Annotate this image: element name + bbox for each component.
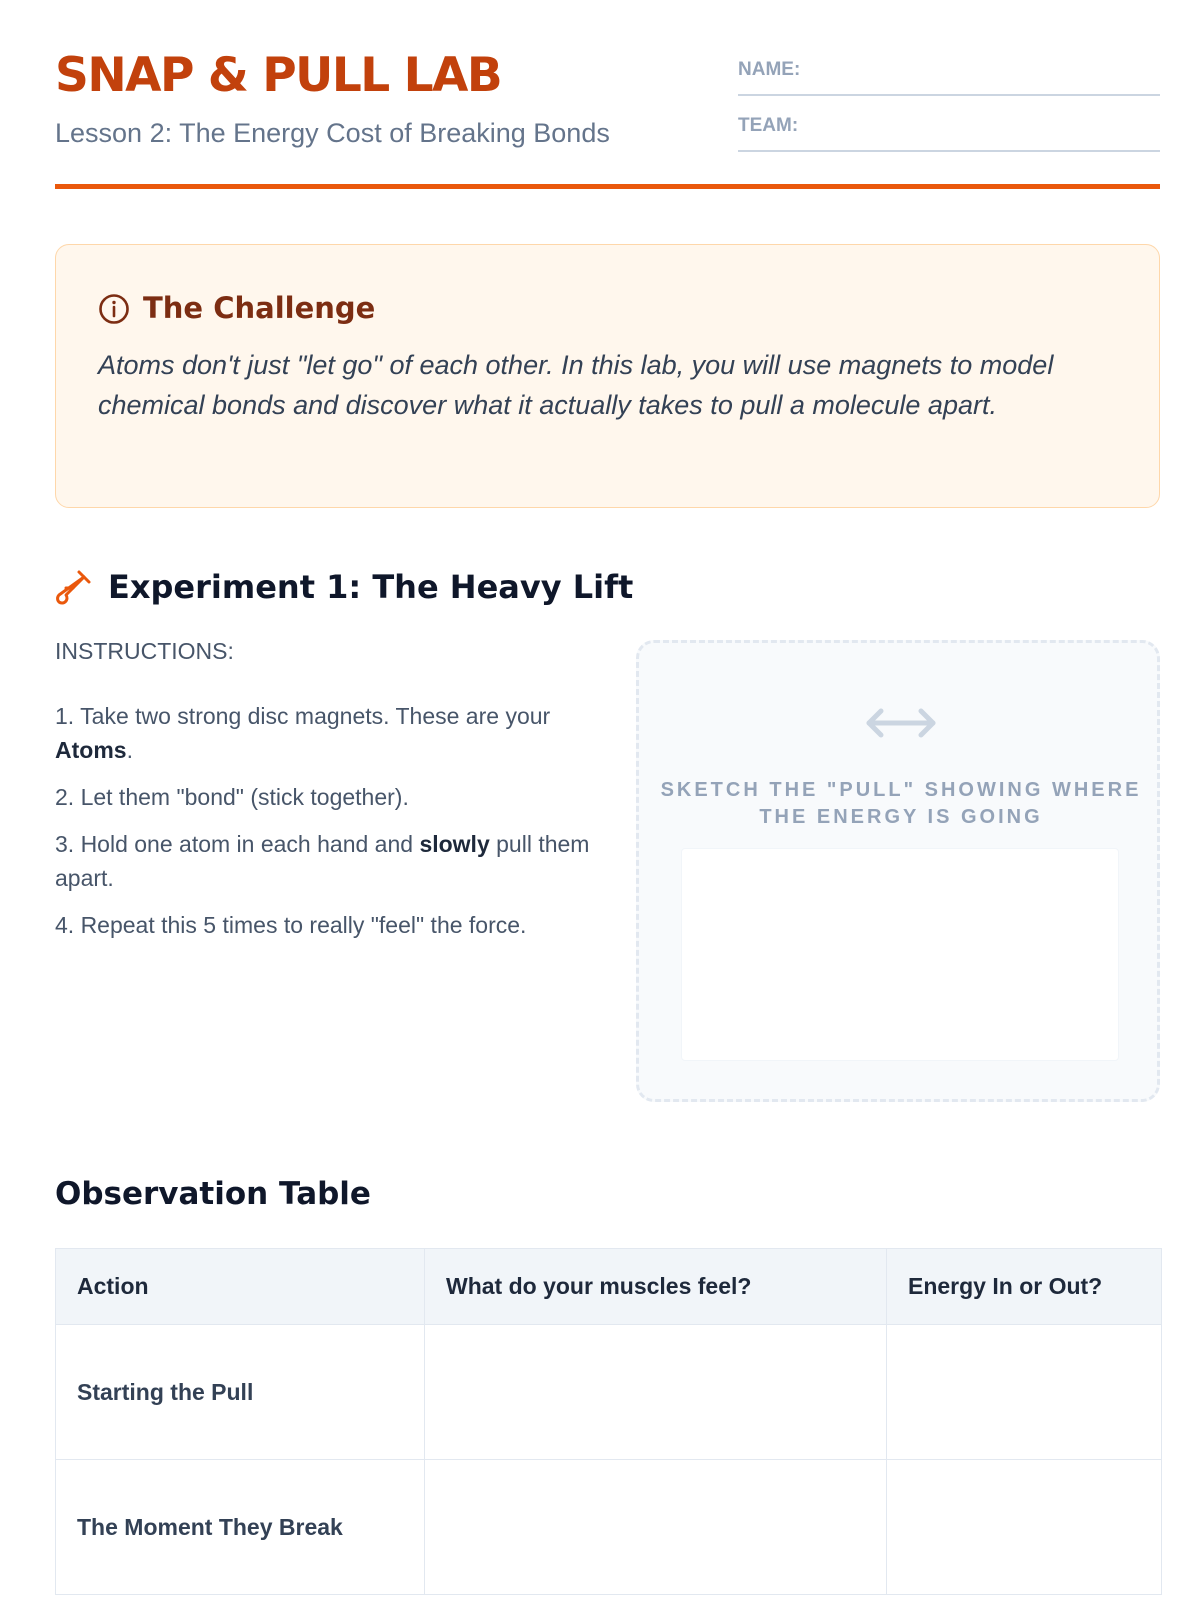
sketch-drawing-area[interactable]: [681, 848, 1119, 1061]
column-header-feel: What do your muscles feel?: [425, 1249, 887, 1325]
page-title: SNAP & PULL LAB: [55, 48, 502, 103]
challenge-title: The Challenge: [143, 291, 376, 325]
header-divider: [55, 184, 1160, 189]
instructions-label: INSTRUCTIONS:: [55, 638, 234, 664]
action-cell: Starting the Pull: [56, 1325, 425, 1460]
challenge-text: Atoms don't just "let go" of each other. In this lab, you will use magnets to model chemical bonds and discover what it actually takes to pull a molecule apart.: [98, 350, 1054, 420]
table-row: [56, 1460, 1162, 1595]
sketch-caption: SKETCH THE "PULL" SHOWING WHERE THE ENERGY IS GOING: [660, 779, 1142, 828]
name-field[interactable]: [738, 60, 1160, 96]
info-circle-icon: [98, 293, 130, 325]
column-header-energy: Energy In or Out?: [887, 1249, 1162, 1325]
feel-answer-cell[interactable]: [425, 1460, 887, 1595]
step-item: 2. Let them "bond" (stick together).: [55, 784, 409, 810]
energy-answer-cell[interactable]: [887, 1325, 1162, 1460]
observation-table-title: Observation Table: [55, 1176, 371, 1212]
column-header-action: Action: [56, 1249, 425, 1325]
table-row: [56, 1325, 1162, 1460]
team-field[interactable]: [738, 116, 1160, 152]
energy-answer-cell[interactable]: [887, 1460, 1162, 1595]
table-header-row: [56, 1249, 1162, 1325]
step-item: 1. Take two strong disc magnets. These are your Atoms.: [55, 703, 551, 763]
double-arrow-icon: [861, 703, 941, 743]
challenge-box: [55, 244, 1160, 508]
test-tube-icon: [55, 568, 93, 606]
lesson-subtitle: Lesson 2: The Energy Cost of Breaking Bonds: [55, 118, 610, 148]
feel-answer-cell[interactable]: [425, 1325, 887, 1460]
step-item: 4. Repeat this 5 times to really "feel" the force.: [55, 912, 527, 938]
team-label: TEAM:: [738, 115, 799, 136]
instruction-steps: [55, 699, 595, 955]
step-item: 3. Hold one atom in each hand and slowly pull them apart.: [55, 831, 590, 891]
observation-table: [55, 1248, 1162, 1595]
action-cell: The Moment They Break: [56, 1460, 425, 1595]
experiment-title: Experiment 1: The Heavy Lift: [108, 568, 634, 606]
name-label: NAME:: [738, 59, 801, 80]
sketch-box: [636, 640, 1160, 1102]
